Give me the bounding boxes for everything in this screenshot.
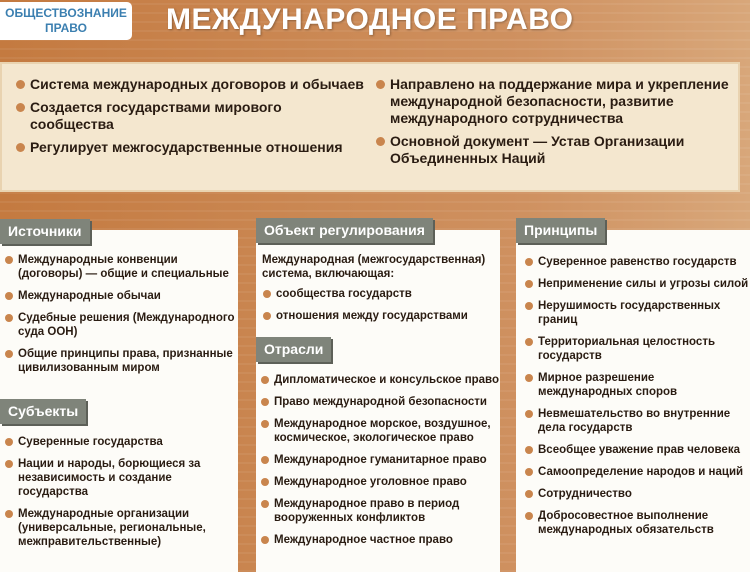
list-item-text: Суверенные государства: [18, 436, 163, 448]
list-item: [374, 133, 734, 167]
principles-heading: Принципы: [516, 218, 605, 243]
list-item-text: Международное уголовное право: [274, 476, 467, 488]
page-title: МЕЖДУНАРОДНОЕ ПРАВО: [166, 3, 574, 36]
bullet-icon: [525, 374, 533, 382]
list-item: [524, 443, 750, 457]
list-item: [260, 475, 500, 489]
list-item-text: Сотрудничество: [538, 488, 632, 500]
summary-right: [374, 76, 734, 173]
list-item: [524, 335, 750, 363]
list-item: [4, 347, 236, 375]
list-item-text: Международное морское, воздушное, космическое, экологическое право: [274, 418, 491, 444]
list-item: [14, 139, 364, 156]
list-item-text: Самоопределение народов и наций: [538, 466, 744, 478]
list-item: [4, 311, 236, 339]
list-item-text: Невмешательство во внутренние дела государств: [538, 408, 731, 434]
list-item: [260, 395, 500, 409]
list-item-text: Международное право в период вооруженных конфликтов: [274, 498, 460, 524]
list-item-text: Право международной безопасности: [274, 396, 487, 408]
summary-left: [14, 76, 364, 162]
bullet-icon: [5, 292, 13, 300]
list-item: [4, 289, 236, 303]
list-item-text: Создается государствами мирового сообщества: [30, 99, 282, 132]
list-item: [524, 465, 750, 479]
bullet-icon: [261, 420, 269, 428]
bullet-icon: [261, 398, 269, 406]
bullet-icon: [263, 290, 271, 298]
list-item: [260, 453, 500, 467]
bullet-icon: [5, 510, 13, 518]
list-item-text: Судебные решения (Международного суда ООН): [18, 312, 235, 338]
list-item-text: сообщества государств: [276, 288, 412, 300]
list-item: [4, 253, 236, 281]
list-item: [262, 309, 498, 323]
subject-badge: [0, 2, 132, 40]
object-intro: Международная (межгосударственная) система, включающая:: [262, 254, 486, 280]
branches-list: [260, 373, 500, 555]
bullet-icon: [5, 460, 13, 468]
bullet-icon: [525, 410, 533, 418]
bullet-icon: [525, 446, 533, 454]
list-item-text: Регулирует межгосударственные отношения: [30, 139, 343, 155]
list-item: [524, 255, 750, 269]
bullet-icon: [525, 302, 533, 310]
badge-subject: ОБЩЕСТВОЗНАНИЕ: [5, 6, 127, 20]
list-item: [260, 417, 500, 445]
principles-list: [524, 255, 750, 545]
bullet-icon: [525, 338, 533, 346]
bullet-icon: [5, 438, 13, 446]
bullet-icon: [263, 312, 271, 320]
list-item-text: Основной документ — Устав Организации Объединенных Наций: [390, 133, 685, 166]
list-item-text: Территориальная целостность государств: [538, 336, 716, 362]
bullet-icon: [376, 137, 385, 146]
list-item-text: Направлено на поддержание мира и укрепление международной безопасности, развитие международного сотрудничества: [390, 76, 729, 126]
bullet-icon: [525, 468, 533, 476]
list-item: [14, 76, 364, 93]
list-item-text: Нерушимость государственных границ: [538, 300, 721, 326]
bullet-icon: [376, 80, 385, 89]
subjects-heading: Субъекты: [0, 399, 86, 424]
subjects-list: [4, 435, 236, 557]
list-item-text: Международные обычаи: [18, 290, 161, 302]
list-item-text: Суверенное равенство государств: [538, 256, 737, 268]
list-item: [14, 99, 364, 133]
list-item-text: Система международных договоров и обычаев: [30, 76, 364, 92]
bullet-icon: [261, 536, 269, 544]
list-item: [524, 407, 750, 435]
bullet-icon: [16, 103, 25, 112]
bullet-icon: [261, 500, 269, 508]
bullet-icon: [16, 80, 25, 89]
object-block: [262, 253, 498, 331]
bullet-icon: [261, 478, 269, 486]
bullet-icon: [5, 350, 13, 358]
list-item: [524, 487, 750, 501]
list-item-text: Международное частное право: [274, 534, 453, 546]
summary-box: [0, 62, 740, 192]
bullet-icon: [16, 143, 25, 152]
bullet-icon: [5, 314, 13, 322]
object-heading: Объект регулирования: [256, 218, 433, 243]
sources-heading: Источники: [0, 219, 90, 244]
bullet-icon: [525, 280, 533, 288]
list-item-text: Всеобщее уважение прав человека: [538, 444, 740, 456]
list-item: [524, 371, 750, 399]
list-item: [374, 76, 734, 127]
list-item-text: Международное гуманитарное право: [274, 454, 487, 466]
list-item-text: Международные конвенции (договоры) — общие и специальные: [18, 254, 229, 280]
list-item: [262, 287, 498, 301]
badge-topic: ПРАВО: [45, 21, 87, 35]
bullet-icon: [525, 258, 533, 266]
list-item-text: Международные организации (универсальные, региональные, межправительственные): [18, 508, 206, 548]
list-item-text: Добросовестное выполнение международных обязательств: [538, 510, 714, 536]
list-item-text: Дипломатическое и консульское право: [274, 374, 500, 386]
list-item: [524, 509, 750, 537]
list-item: [260, 533, 500, 547]
list-item: [260, 497, 500, 525]
list-item: [4, 507, 236, 549]
bullet-icon: [261, 376, 269, 384]
list-item-text: Неприменение силы и угрозы силой: [538, 278, 749, 290]
list-item: [524, 277, 750, 291]
sources-list: [4, 253, 236, 383]
bullet-icon: [525, 490, 533, 498]
list-item-text: отношения между государствами: [276, 310, 468, 322]
list-item: [524, 299, 750, 327]
list-item-text: Нации и народы, борющиеся за независимость и создание государства: [18, 458, 201, 498]
bullet-icon: [525, 512, 533, 520]
list-item-text: Общие принципы права, признанные цивилизованным миром: [18, 348, 233, 374]
bullet-icon: [5, 256, 13, 264]
list-item: [4, 435, 236, 449]
branches-heading: Отрасли: [256, 337, 331, 362]
list-item: [4, 457, 236, 499]
bullet-icon: [261, 456, 269, 464]
list-item-text: Мирное разрешение международных споров: [538, 372, 678, 398]
list-item: [260, 373, 500, 387]
